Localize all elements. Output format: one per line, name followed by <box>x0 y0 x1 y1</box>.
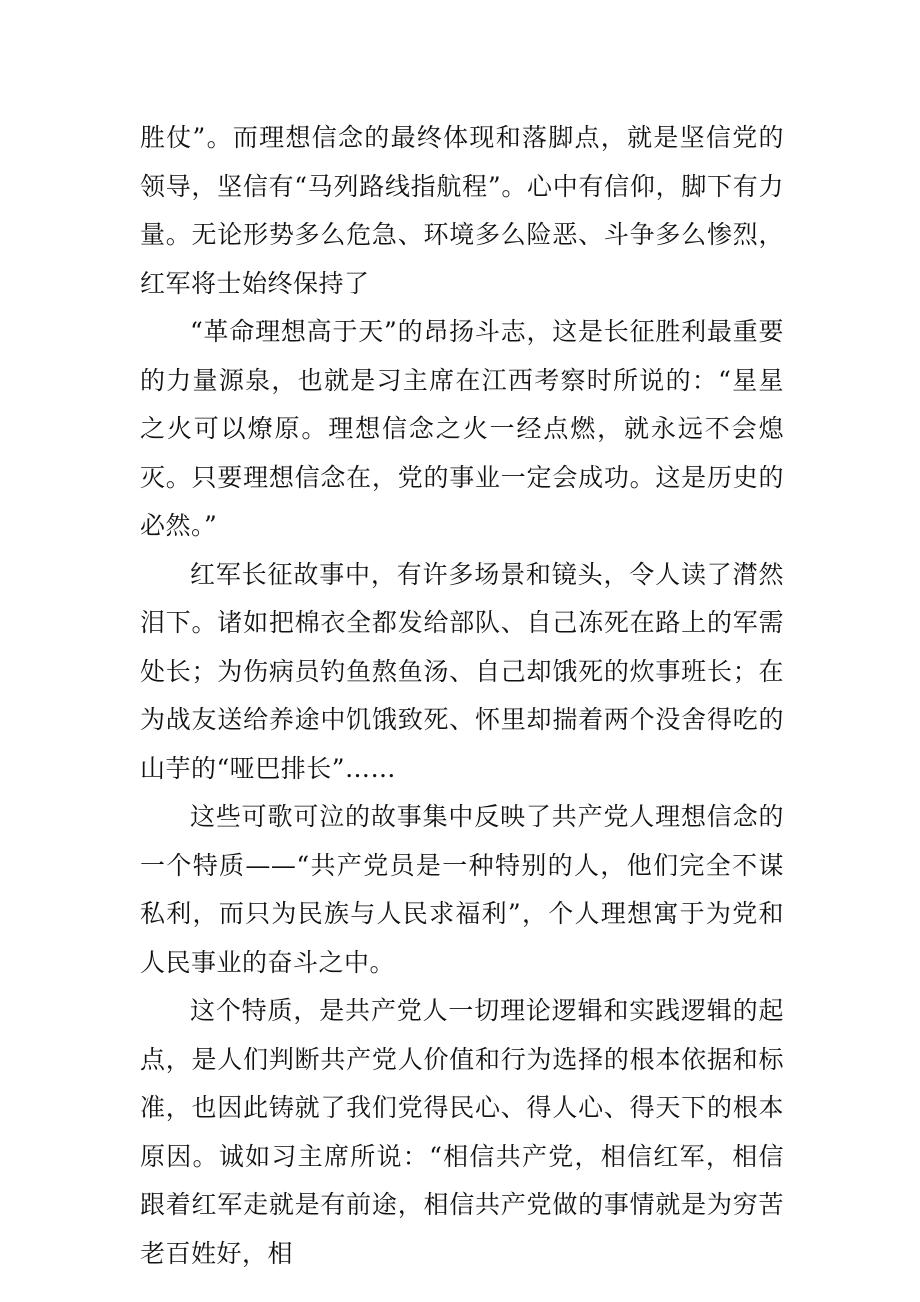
paragraph-4: 这些可歌可泣的故事集中反映了共产党人理想信念的一个特质——“共产党员是一种特别的人，他们完全不谋私利，而只为民族与人民求福利”，个人理想寓于为党和人民事业的奋斗之中。 <box>140 802 784 977</box>
paragraph-2: “革命理想高于天”的昂扬斗志，这是长征胜利最重要的力量源泉，也就是习主席在江西考察时所说的：“星星之火可以燎原。理想信念之火一经点燃，就永远不会熄灭。只要理想信念在，党的事业一定会成功。这是历史的必然。” <box>140 317 784 540</box>
paragraph-3: 红军长征故事中，有许多场景和镜头，令人读了潸然泪下。诸如把棉衣全都发给部队、自己冻死在路上的军需处长；为伤病员钓鱼熬鱼汤、自己却饿死的炊事班长；在为战友送给养途中饥饿致死、怀里却揣着两个没舍得吃的山芋的“哑巴排长”…… <box>140 559 784 783</box>
document-body <box>140 114 784 1278</box>
paragraph-5: 这个特质，是共产党人一切理论逻辑和实践逻辑的起点，是人们判断共产党人价值和行为选择的根本依据和标准，也因此铸就了我们党得民心、得人心、得天下的根本原因。诚如习主席所说：“相信共产党，相信红军，相信跟着红军走就是有前途，相信共产党做的事情就是为穷苦老百姓好，相 <box>140 996 784 1268</box>
paragraph-1: 胜仗”。而理想信念的最终体现和落脚点，就是坚信党的领导，坚信有“马列路线指航程”。心中有信仰，脚下有力量。无论形势多么危急、环境多么险恶、斗争多么惨烈，红军将士始终保持了 <box>140 123 784 298</box>
